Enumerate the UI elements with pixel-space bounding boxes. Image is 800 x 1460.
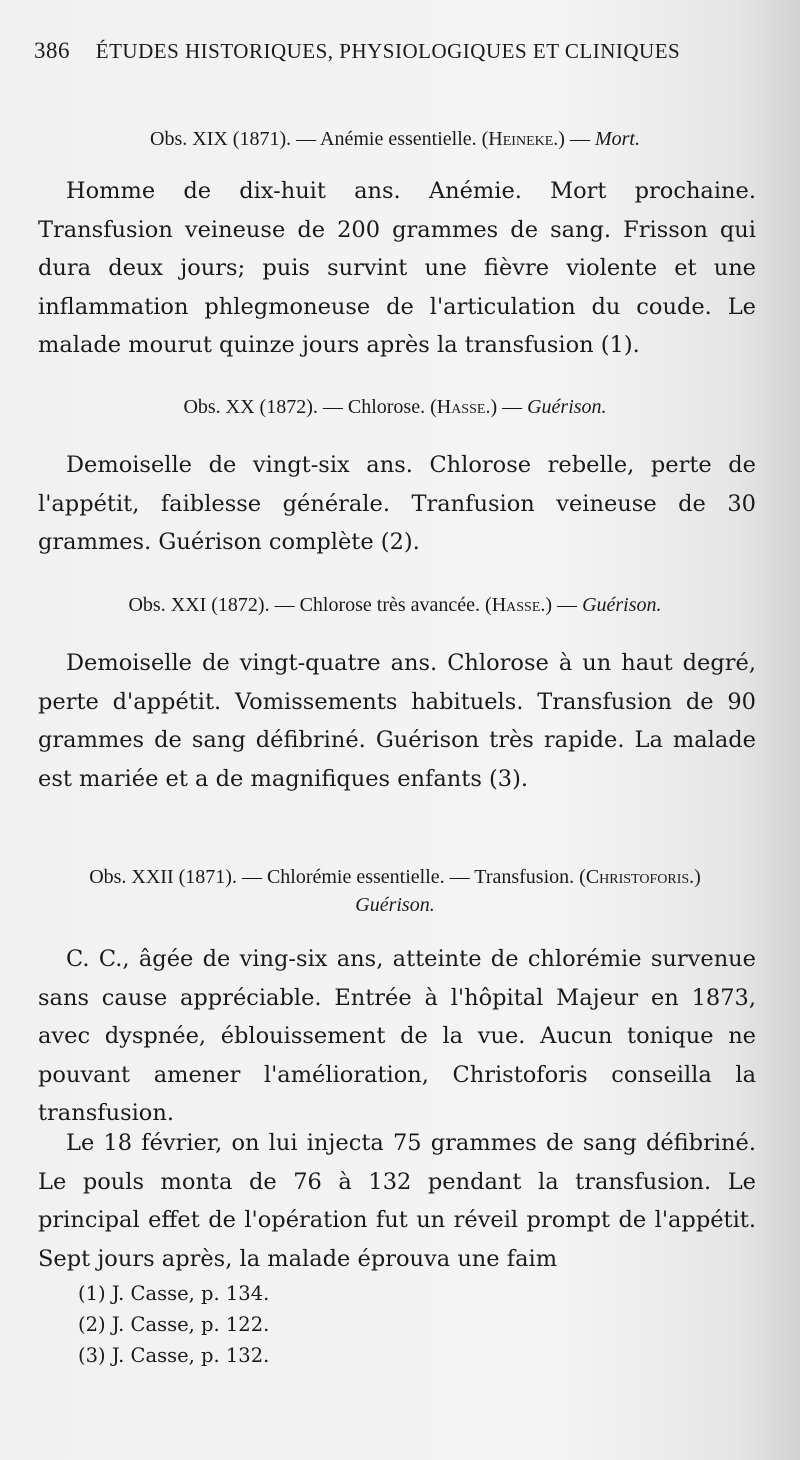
- paragraph: C. C., âgée de ving-six ans, atteinte de chlorémie survenue sans cause appréciable. Entrée à l'hôpital Majeur en 1873, avec dyspnée, éblouissement de la vue. Aucun tonique ne pouvant amener l'amélioration, Christoforis conseilla la transfusion.: [38, 946, 756, 1126]
- observation-title: Obs. XXII (1871). — Chlorémie essentielle. — Transfusion. (Christoforis.): [89, 866, 701, 888]
- running-title: ÉTUDES HISTORIQUES, PHYSIOLOGIQUES ET CLINIQUES: [95, 39, 681, 63]
- footnote: (2) J. Casse, p. 122.: [78, 1313, 270, 1336]
- observation-title: Obs. XX (1872). — Chlorose. (Hasse.) — Guérison.: [183, 396, 607, 418]
- footnotes: [78, 1278, 269, 1371]
- paragraph: Demoiselle de vingt-six ans. Chlorose rebelle, perte de l'appétit, faiblesse générale. Tranfusion veineuse de 30 grammes. Guérison complète (2).: [38, 452, 756, 555]
- observation-title: Obs. XIX (1871). — Anémie essentielle. (Heineke.) — Mort.: [150, 128, 640, 150]
- observation-title: Obs. XXI (1872). — Chlorose très avancée. (Hasse.) — Guérison.: [128, 594, 662, 616]
- footnote: (1) J. Casse, p. 134.: [78, 1282, 270, 1305]
- page-number: 386: [34, 38, 70, 63]
- running-header: [34, 38, 760, 64]
- observation-outcome: Guérison.: [355, 894, 435, 916]
- footnote: (3) J. Casse, p. 132.: [78, 1344, 270, 1367]
- paragraph: Le 18 février, on lui injecta 75 grammes de sang défibriné. Le pouls monta de 76 à 132 pendant la transfusion. Le principal effet de l'opération fut un réveil prompt de l'appétit. Sept jours après, la malade éprouva une faim: [38, 1130, 756, 1272]
- paragraph: Homme de dix-huit ans. Anémie. Mort prochaine. Transfusion veineuse de 200 grammes de sang. Frisson qui dura deux jours; puis survint une fièvre violente et une inflammation phlegmoneuse de l'articulation du coude. Le malade mourut quinze jours après la transfusion (1).: [38, 178, 756, 358]
- paragraph: Demoiselle de vingt-quatre ans. Chlorose à un haut degré, perte d'appétit. Vomissements habituels. Transfusion de 90 grammes de sang défibriné. Guérison très rapide. La malade est mariée et a de magnifiques enfants (3).: [38, 650, 756, 792]
